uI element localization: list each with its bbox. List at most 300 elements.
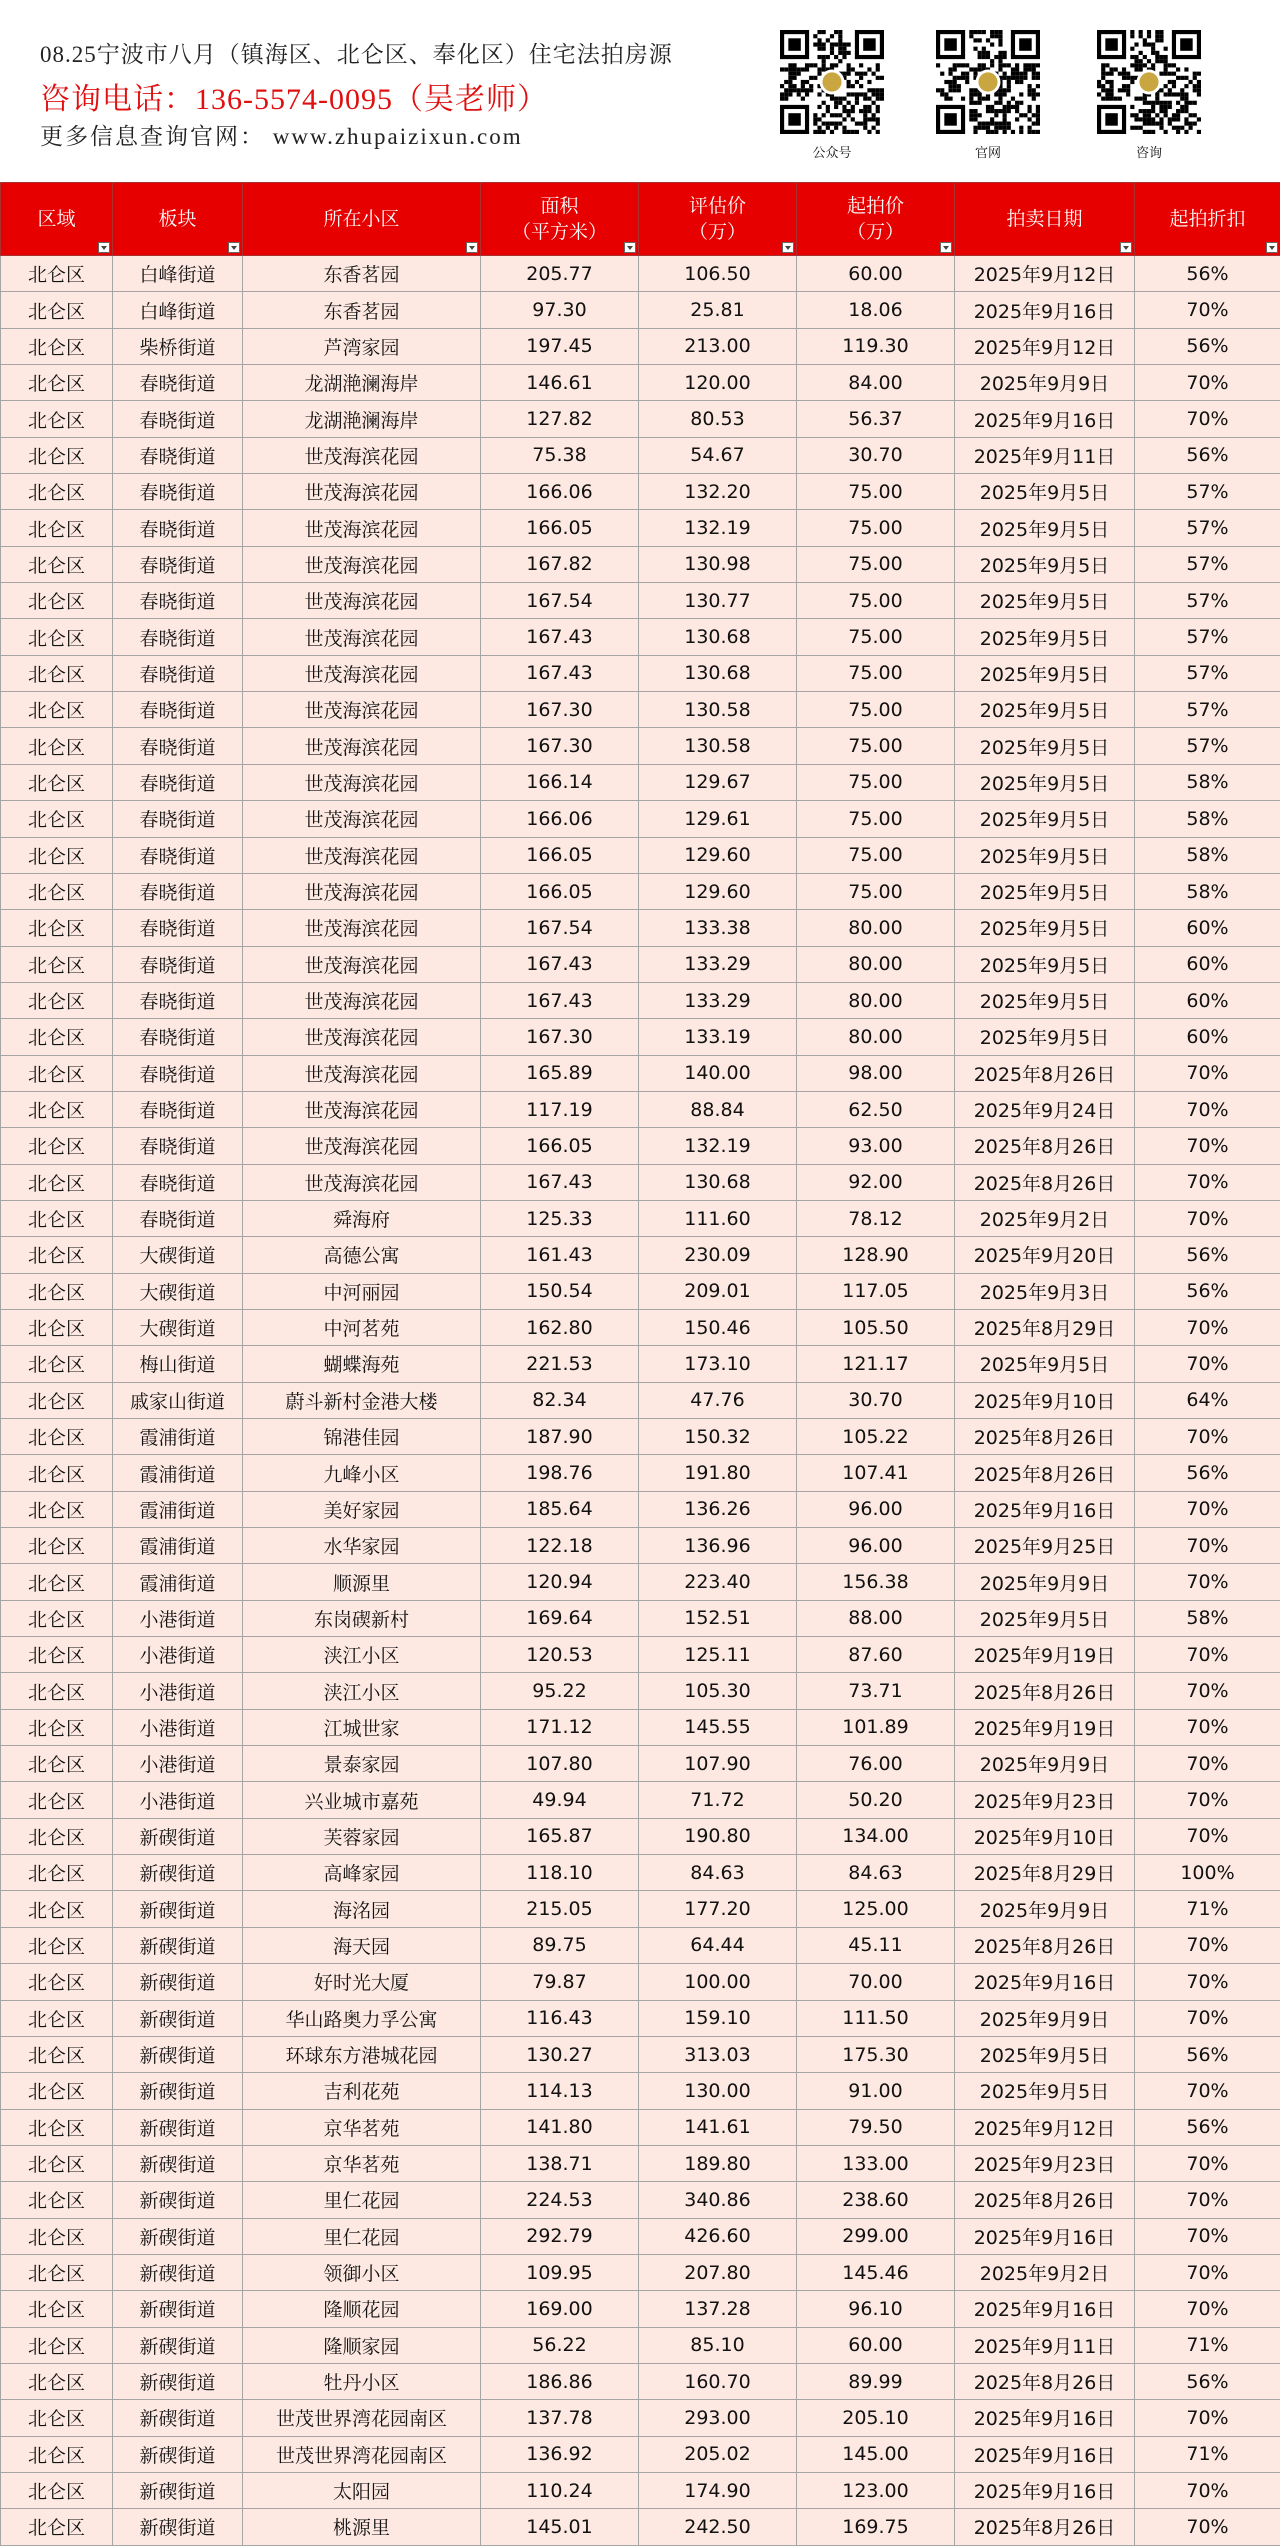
community-cell: 世茂海滨花园 <box>243 510 481 546</box>
column-header-label: 板块 <box>158 208 197 230</box>
filter-dropdown-icon[interactable] <box>228 242 240 253</box>
subdistrict-cell: 春晓街道 <box>113 1091 243 1127</box>
district-cell: 北仑区 <box>1 837 113 873</box>
district-cell: 北仑区 <box>1 2182 113 2218</box>
area-cell: 292.79 <box>481 2218 639 2254</box>
discount-cell: 70% <box>1135 2254 1280 2290</box>
discount-cell: 70% <box>1135 2400 1280 2436</box>
discount-cell: 70% <box>1135 1128 1280 1164</box>
auction-date-cell: 2025年9月5日 <box>955 946 1135 982</box>
discount-cell: 70% <box>1135 2073 1280 2109</box>
auction-date-cell: 2025年9月5日 <box>955 619 1135 655</box>
appraisal-cell: 137.28 <box>639 2291 797 2327</box>
community-cell: 世茂海滨花园 <box>243 946 481 982</box>
start-price-cell: 105.50 <box>797 1309 955 1345</box>
subdistrict-cell: 新碶街道 <box>113 2363 243 2399</box>
community-cell: 世茂海滨花园 <box>243 873 481 909</box>
table-row <box>1 1382 1280 1418</box>
start-price-cell: 84.00 <box>797 365 955 401</box>
auction-date-cell: 2025年9月10日 <box>955 1818 1135 1854</box>
community-cell: 兴业城市嘉苑 <box>243 1782 481 1818</box>
start-price-cell: 56.37 <box>797 401 955 437</box>
filter-dropdown-icon[interactable] <box>782 242 794 253</box>
start-price-cell: 75.00 <box>797 474 955 510</box>
discount-cell: 56% <box>1135 328 1280 364</box>
area-cell: 150.54 <box>481 1273 639 1309</box>
community-cell: 东香茗园 <box>243 256 481 292</box>
discount-cell: 57% <box>1135 655 1280 691</box>
area-cell: 221.53 <box>481 1346 639 1382</box>
subdistrict-cell: 梅山街道 <box>113 1346 243 1382</box>
community-cell: 京华茗苑 <box>243 2145 481 2181</box>
appraisal-cell: 177.20 <box>639 1891 797 1927</box>
start-price-cell: 111.50 <box>797 2000 955 2036</box>
table-row <box>1 1091 1280 1127</box>
table-body <box>1 256 1280 2546</box>
filter-dropdown-icon[interactable] <box>624 242 636 253</box>
area-cell: 167.82 <box>481 546 639 582</box>
discount-cell: 100% <box>1135 1855 1280 1891</box>
community-cell: 牡丹小区 <box>243 2363 481 2399</box>
auction-date-cell: 2025年9月2日 <box>955 1200 1135 1236</box>
discount-cell: 56% <box>1135 2363 1280 2399</box>
table-row <box>1 365 1280 401</box>
area-cell: 215.05 <box>481 1891 639 1927</box>
subdistrict-cell: 春晓街道 <box>113 801 243 837</box>
appraisal-cell: 130.98 <box>639 546 797 582</box>
appraisal-cell: 129.67 <box>639 764 797 800</box>
column-header[interactable] <box>797 183 955 256</box>
start-price-cell: 156.38 <box>797 1564 955 1600</box>
appraisal-cell: 130.68 <box>639 619 797 655</box>
table-row <box>1 2000 1280 2036</box>
discount-cell: 56% <box>1135 1237 1280 1273</box>
subdistrict-cell: 新碶街道 <box>113 2291 243 2327</box>
district-cell: 北仑区 <box>1 982 113 1018</box>
start-price-cell: 145.46 <box>797 2254 955 2290</box>
subdistrict-cell: 新碶街道 <box>113 2509 243 2545</box>
district-cell: 北仑区 <box>1 1746 113 1782</box>
area-cell: 169.64 <box>481 1600 639 1636</box>
start-price-cell: 75.00 <box>797 837 955 873</box>
auction-date-cell: 2025年9月16日 <box>955 2400 1135 2436</box>
start-price-cell: 75.00 <box>797 655 955 691</box>
community-cell: 世茂海滨花园 <box>243 1091 481 1127</box>
discount-cell: 70% <box>1135 1164 1280 1200</box>
table-row <box>1 1273 1280 1309</box>
community-cell: 世茂海滨花园 <box>243 837 481 873</box>
start-price-cell: 76.00 <box>797 1746 955 1782</box>
auction-date-cell: 2025年9月9日 <box>955 1746 1135 1782</box>
district-cell: 北仑区 <box>1 474 113 510</box>
start-price-cell: 88.00 <box>797 1600 955 1636</box>
area-cell: 166.06 <box>481 801 639 837</box>
table-row <box>1 2254 1280 2290</box>
district-cell: 北仑区 <box>1 1637 113 1673</box>
subdistrict-cell: 小港街道 <box>113 1673 243 1709</box>
appraisal-cell: 174.90 <box>639 2472 797 2508</box>
auction-date-cell: 2025年9月19日 <box>955 1709 1135 1745</box>
table-row <box>1 2145 1280 2181</box>
community-cell: 蔚斗新村金港大楼 <box>243 1382 481 1418</box>
subdistrict-cell: 新碶街道 <box>113 2073 243 2109</box>
community-cell: 世茂海滨花园 <box>243 801 481 837</box>
area-cell: 166.05 <box>481 837 639 873</box>
subdistrict-cell: 新碶街道 <box>113 2472 243 2508</box>
area-cell: 167.30 <box>481 1019 639 1055</box>
discount-cell: 57% <box>1135 546 1280 582</box>
district-cell: 北仑区 <box>1 1237 113 1273</box>
discount-cell: 70% <box>1135 1309 1280 1345</box>
appraisal-cell: 130.68 <box>639 655 797 691</box>
start-price-cell: 107.41 <box>797 1455 955 1491</box>
community-cell: 世茂海滨花园 <box>243 982 481 1018</box>
area-cell: 198.76 <box>481 1455 639 1491</box>
appraisal-cell: 230.09 <box>639 1237 797 1273</box>
start-price-cell: 105.22 <box>797 1419 955 1455</box>
start-price-cell: 128.90 <box>797 1237 955 1273</box>
start-price-cell: 18.06 <box>797 292 955 328</box>
appraisal-cell: 340.86 <box>639 2182 797 2218</box>
appraisal-cell: 223.40 <box>639 1564 797 1600</box>
subdistrict-cell: 新碶街道 <box>113 1927 243 1963</box>
appraisal-cell: 150.46 <box>639 1309 797 1345</box>
community-cell: 芙蓉家园 <box>243 1818 481 1854</box>
district-cell: 北仑区 <box>1 1964 113 2000</box>
district-cell: 北仑区 <box>1 2218 113 2254</box>
discount-cell: 58% <box>1135 873 1280 909</box>
table-row <box>1 292 1280 328</box>
auction-date-cell: 2025年8月29日 <box>955 1309 1135 1345</box>
listing-table <box>0 182 1280 2546</box>
start-price-cell: 80.00 <box>797 982 955 1018</box>
column-header[interactable] <box>955 183 1135 256</box>
subdistrict-cell: 新碶街道 <box>113 2436 243 2472</box>
community-cell: 桃源里 <box>243 2509 481 2545</box>
table-row <box>1 1491 1280 1527</box>
discount-cell: 70% <box>1135 292 1280 328</box>
auction-date-cell: 2025年9月5日 <box>955 583 1135 619</box>
table-row <box>1 1200 1280 1236</box>
area-cell: 137.78 <box>481 2400 639 2436</box>
appraisal-cell: 141.61 <box>639 2109 797 2145</box>
appraisal-cell: 84.63 <box>639 1855 797 1891</box>
table-row <box>1 2327 1280 2363</box>
table-row <box>1 655 1280 691</box>
discount-cell: 57% <box>1135 583 1280 619</box>
appraisal-cell: 130.58 <box>639 728 797 764</box>
area-cell: 162.80 <box>481 1309 639 1345</box>
area-cell: 138.71 <box>481 2145 639 2181</box>
auction-date-cell: 2025年8月26日 <box>955 2182 1135 2218</box>
auction-date-cell: 2025年9月19日 <box>955 1637 1135 1673</box>
area-cell: 166.05 <box>481 510 639 546</box>
auction-date-cell: 2025年9月3日 <box>955 1273 1135 1309</box>
discount-cell: 70% <box>1135 1964 1280 2000</box>
district-cell: 北仑区 <box>1 401 113 437</box>
auction-date-cell: 2025年9月16日 <box>955 1491 1135 1527</box>
table-row <box>1 1746 1280 1782</box>
district-cell: 北仑区 <box>1 2363 113 2399</box>
subdistrict-cell: 白峰街道 <box>113 292 243 328</box>
district-cell: 北仑区 <box>1 437 113 473</box>
auction-date-cell: 2025年9月23日 <box>955 2145 1135 2181</box>
column-header[interactable] <box>113 183 243 256</box>
auction-date-cell: 2025年9月5日 <box>955 1019 1135 1055</box>
start-price-cell: 60.00 <box>797 256 955 292</box>
table-row <box>1 873 1280 909</box>
area-cell: 186.86 <box>481 2363 639 2399</box>
subdistrict-cell: 小港街道 <box>113 1637 243 1673</box>
community-cell: 世茂世界湾花园南区 <box>243 2436 481 2472</box>
column-header[interactable] <box>481 183 639 256</box>
appraisal-cell: 71.72 <box>639 1782 797 1818</box>
appraisal-cell: 129.60 <box>639 837 797 873</box>
appraisal-cell: 25.81 <box>639 292 797 328</box>
table-header-row <box>1 183 1280 256</box>
column-header[interactable] <box>1135 183 1280 256</box>
district-cell: 北仑区 <box>1 1891 113 1927</box>
start-price-cell: 87.60 <box>797 1637 955 1673</box>
start-price-cell: 117.05 <box>797 1273 955 1309</box>
table-row <box>1 583 1280 619</box>
discount-cell: 70% <box>1135 2291 1280 2327</box>
auction-date-cell: 2025年9月12日 <box>955 328 1135 364</box>
appraisal-cell: 213.00 <box>639 328 797 364</box>
area-cell: 75.38 <box>481 437 639 473</box>
table-row <box>1 1927 1280 1963</box>
area-cell: 125.33 <box>481 1200 639 1236</box>
column-header[interactable] <box>639 183 797 256</box>
start-price-cell: 92.00 <box>797 1164 955 1200</box>
auction-date-cell: 2025年9月23日 <box>955 1782 1135 1818</box>
subdistrict-cell: 春晓街道 <box>113 873 243 909</box>
community-cell: 东岗碶新村 <box>243 1600 481 1636</box>
start-price-cell: 175.30 <box>797 2036 955 2072</box>
column-header[interactable] <box>1 183 113 256</box>
subdistrict-cell: 春晓街道 <box>113 474 243 510</box>
appraisal-cell: 152.51 <box>639 1600 797 1636</box>
district-cell: 北仑区 <box>1 1528 113 1564</box>
area-cell: 118.10 <box>481 1855 639 1891</box>
community-cell: 浃江小区 <box>243 1637 481 1673</box>
column-header-label: 起拍折扣 <box>1169 208 1246 230</box>
appraisal-cell: 160.70 <box>639 2363 797 2399</box>
discount-cell: 70% <box>1135 1528 1280 1564</box>
appraisal-cell: 130.77 <box>639 583 797 619</box>
qr-website <box>936 30 1040 161</box>
area-cell: 165.87 <box>481 1818 639 1854</box>
discount-cell: 70% <box>1135 1927 1280 1963</box>
discount-cell: 70% <box>1135 1818 1280 1854</box>
subdistrict-cell: 霞浦街道 <box>113 1455 243 1491</box>
area-cell: 171.12 <box>481 1709 639 1745</box>
appraisal-cell: 242.50 <box>639 2509 797 2545</box>
start-price-cell: 96.00 <box>797 1528 955 1564</box>
discount-cell: 64% <box>1135 1382 1280 1418</box>
table-row <box>1 2509 1280 2545</box>
appraisal-cell: 133.38 <box>639 910 797 946</box>
start-price-cell: 45.11 <box>797 1927 955 1963</box>
auction-date-cell: 2025年9月12日 <box>955 2109 1135 2145</box>
district-cell: 北仑区 <box>1 2000 113 2036</box>
auction-date-cell: 2025年9月9日 <box>955 2000 1135 2036</box>
appraisal-cell: 105.30 <box>639 1673 797 1709</box>
subdistrict-cell: 春晓街道 <box>113 655 243 691</box>
community-cell: 海天园 <box>243 1927 481 1963</box>
qr-caption: 官网 <box>974 146 1001 161</box>
community-cell: 世茂海滨花园 <box>243 692 481 728</box>
district-cell: 北仑区 <box>1 2036 113 2072</box>
discount-cell: 70% <box>1135 2182 1280 2218</box>
auction-date-cell: 2025年9月9日 <box>955 365 1135 401</box>
auction-date-cell: 2025年9月12日 <box>955 256 1135 292</box>
start-price-cell: 30.70 <box>797 437 955 473</box>
table-row <box>1 401 1280 437</box>
area-cell: 165.89 <box>481 1055 639 1091</box>
appraisal-cell: 140.00 <box>639 1055 797 1091</box>
column-header-label: 面积 （平方米） <box>511 195 607 243</box>
subdistrict-cell: 新碶街道 <box>113 2218 243 2254</box>
column-header-label: 评估价 （万） <box>688 195 746 243</box>
auction-date-cell: 2025年9月9日 <box>955 1891 1135 1927</box>
community-cell: 高峰家园 <box>243 1855 481 1891</box>
subdistrict-cell: 霞浦街道 <box>113 1491 243 1527</box>
start-price-cell: 75.00 <box>797 510 955 546</box>
subdistrict-cell: 新碶街道 <box>113 1855 243 1891</box>
district-cell: 北仑区 <box>1 873 113 909</box>
column-header[interactable] <box>243 183 481 256</box>
start-price-cell: 93.00 <box>797 1128 955 1164</box>
area-cell: 120.94 <box>481 1564 639 1600</box>
community-cell: 隆顺家园 <box>243 2327 481 2363</box>
subdistrict-cell: 春晓街道 <box>113 764 243 800</box>
auction-date-cell: 2025年9月5日 <box>955 1600 1135 1636</box>
area-cell: 167.54 <box>481 910 639 946</box>
start-price-cell: 75.00 <box>797 873 955 909</box>
community-cell: 芦湾家园 <box>243 328 481 364</box>
district-cell: 北仑区 <box>1 692 113 728</box>
table-row <box>1 1128 1280 1164</box>
area-cell: 167.43 <box>481 946 639 982</box>
district-cell: 北仑区 <box>1 1818 113 1854</box>
appraisal-cell: 88.84 <box>639 1091 797 1127</box>
filter-dropdown-icon[interactable] <box>940 242 952 253</box>
area-cell: 95.22 <box>481 1673 639 1709</box>
discount-cell: 56% <box>1135 1273 1280 1309</box>
subdistrict-cell: 春晓街道 <box>113 728 243 764</box>
table-row <box>1 764 1280 800</box>
qr-consult <box>1097 30 1201 161</box>
discount-cell: 70% <box>1135 1200 1280 1236</box>
start-price-cell: 133.00 <box>797 2145 955 2181</box>
auction-date-cell: 2025年8月26日 <box>955 1419 1135 1455</box>
community-cell: 世茂海滨花园 <box>243 1019 481 1055</box>
table-row <box>1 1782 1280 1818</box>
auction-date-cell: 2025年9月16日 <box>955 292 1135 328</box>
subdistrict-cell: 春晓街道 <box>113 946 243 982</box>
community-cell: 好时光大厦 <box>243 1964 481 2000</box>
auction-date-cell: 2025年9月16日 <box>955 2436 1135 2472</box>
subdistrict-cell: 大碶街道 <box>113 1237 243 1273</box>
auction-date-cell: 2025年9月5日 <box>955 873 1135 909</box>
start-price-cell: 205.10 <box>797 2400 955 2436</box>
auction-date-cell: 2025年9月11日 <box>955 2327 1135 2363</box>
filter-dropdown-icon[interactable] <box>1120 242 1132 253</box>
district-cell: 北仑区 <box>1 1200 113 1236</box>
district-cell: 北仑区 <box>1 1709 113 1745</box>
district-cell: 北仑区 <box>1 946 113 982</box>
auction-date-cell: 2025年8月26日 <box>955 1455 1135 1491</box>
appraisal-cell: 132.20 <box>639 474 797 510</box>
district-cell: 北仑区 <box>1 2509 113 2545</box>
appraisal-cell: 191.80 <box>639 1455 797 1491</box>
document-title: 08.25宁波市八月（镇海区、北仑区、奉化区）住宅法拍房源 <box>40 42 673 67</box>
subdistrict-cell: 新碶街道 <box>113 1891 243 1927</box>
auction-date-cell: 2025年8月26日 <box>955 1055 1135 1091</box>
auction-date-cell: 2025年9月5日 <box>955 2036 1135 2072</box>
table-row <box>1 1309 1280 1345</box>
subdistrict-cell: 春晓街道 <box>113 1055 243 1091</box>
auction-date-cell: 2025年8月26日 <box>955 1128 1135 1164</box>
start-price-cell: 145.00 <box>797 2436 955 2472</box>
area-cell: 116.43 <box>481 2000 639 2036</box>
start-price-cell: 79.50 <box>797 2109 955 2145</box>
subdistrict-cell: 新碶街道 <box>113 1964 243 2000</box>
qr-code-icon <box>936 30 1040 134</box>
district-cell: 北仑区 <box>1 1673 113 1709</box>
start-price-cell: 121.17 <box>797 1346 955 1382</box>
auction-date-cell: 2025年8月26日 <box>955 1673 1135 1709</box>
discount-cell: 70% <box>1135 1564 1280 1600</box>
district-cell: 北仑区 <box>1 1455 113 1491</box>
table-row <box>1 1455 1280 1491</box>
community-cell: 锦港佳园 <box>243 1419 481 1455</box>
start-price-cell: 75.00 <box>797 619 955 655</box>
filter-dropdown-icon[interactable] <box>466 242 478 253</box>
area-cell: 56.22 <box>481 2327 639 2363</box>
table-row <box>1 256 1280 292</box>
community-cell: 中河茗苑 <box>243 1309 481 1345</box>
appraisal-cell: 205.02 <box>639 2436 797 2472</box>
start-price-cell: 62.50 <box>797 1091 955 1127</box>
appraisal-cell: 129.61 <box>639 801 797 837</box>
start-price-cell: 89.99 <box>797 2363 955 2399</box>
subdistrict-cell: 春晓街道 <box>113 619 243 655</box>
district-cell: 北仑区 <box>1 546 113 582</box>
appraisal-cell: 136.26 <box>639 1491 797 1527</box>
auction-date-cell: 2025年9月5日 <box>955 728 1135 764</box>
filter-dropdown-icon[interactable] <box>98 242 110 253</box>
filter-dropdown-icon[interactable] <box>1266 242 1278 253</box>
area-cell: 117.19 <box>481 1091 639 1127</box>
appraisal-cell: 136.96 <box>639 1528 797 1564</box>
table-row <box>1 619 1280 655</box>
table-row <box>1 1237 1280 1273</box>
qr-code-icon <box>780 30 884 134</box>
table-row <box>1 1818 1280 1854</box>
subdistrict-cell: 霞浦街道 <box>113 1564 243 1600</box>
table-row <box>1 1600 1280 1636</box>
district-cell: 北仑区 <box>1 292 113 328</box>
district-cell: 北仑区 <box>1 2327 113 2363</box>
community-cell: 世茂海滨花园 <box>243 619 481 655</box>
area-cell: 166.14 <box>481 764 639 800</box>
start-price-cell: 299.00 <box>797 2218 955 2254</box>
table-row <box>1 1019 1280 1055</box>
discount-cell: 56% <box>1135 2036 1280 2072</box>
auction-date-cell: 2025年8月26日 <box>955 1927 1135 1963</box>
